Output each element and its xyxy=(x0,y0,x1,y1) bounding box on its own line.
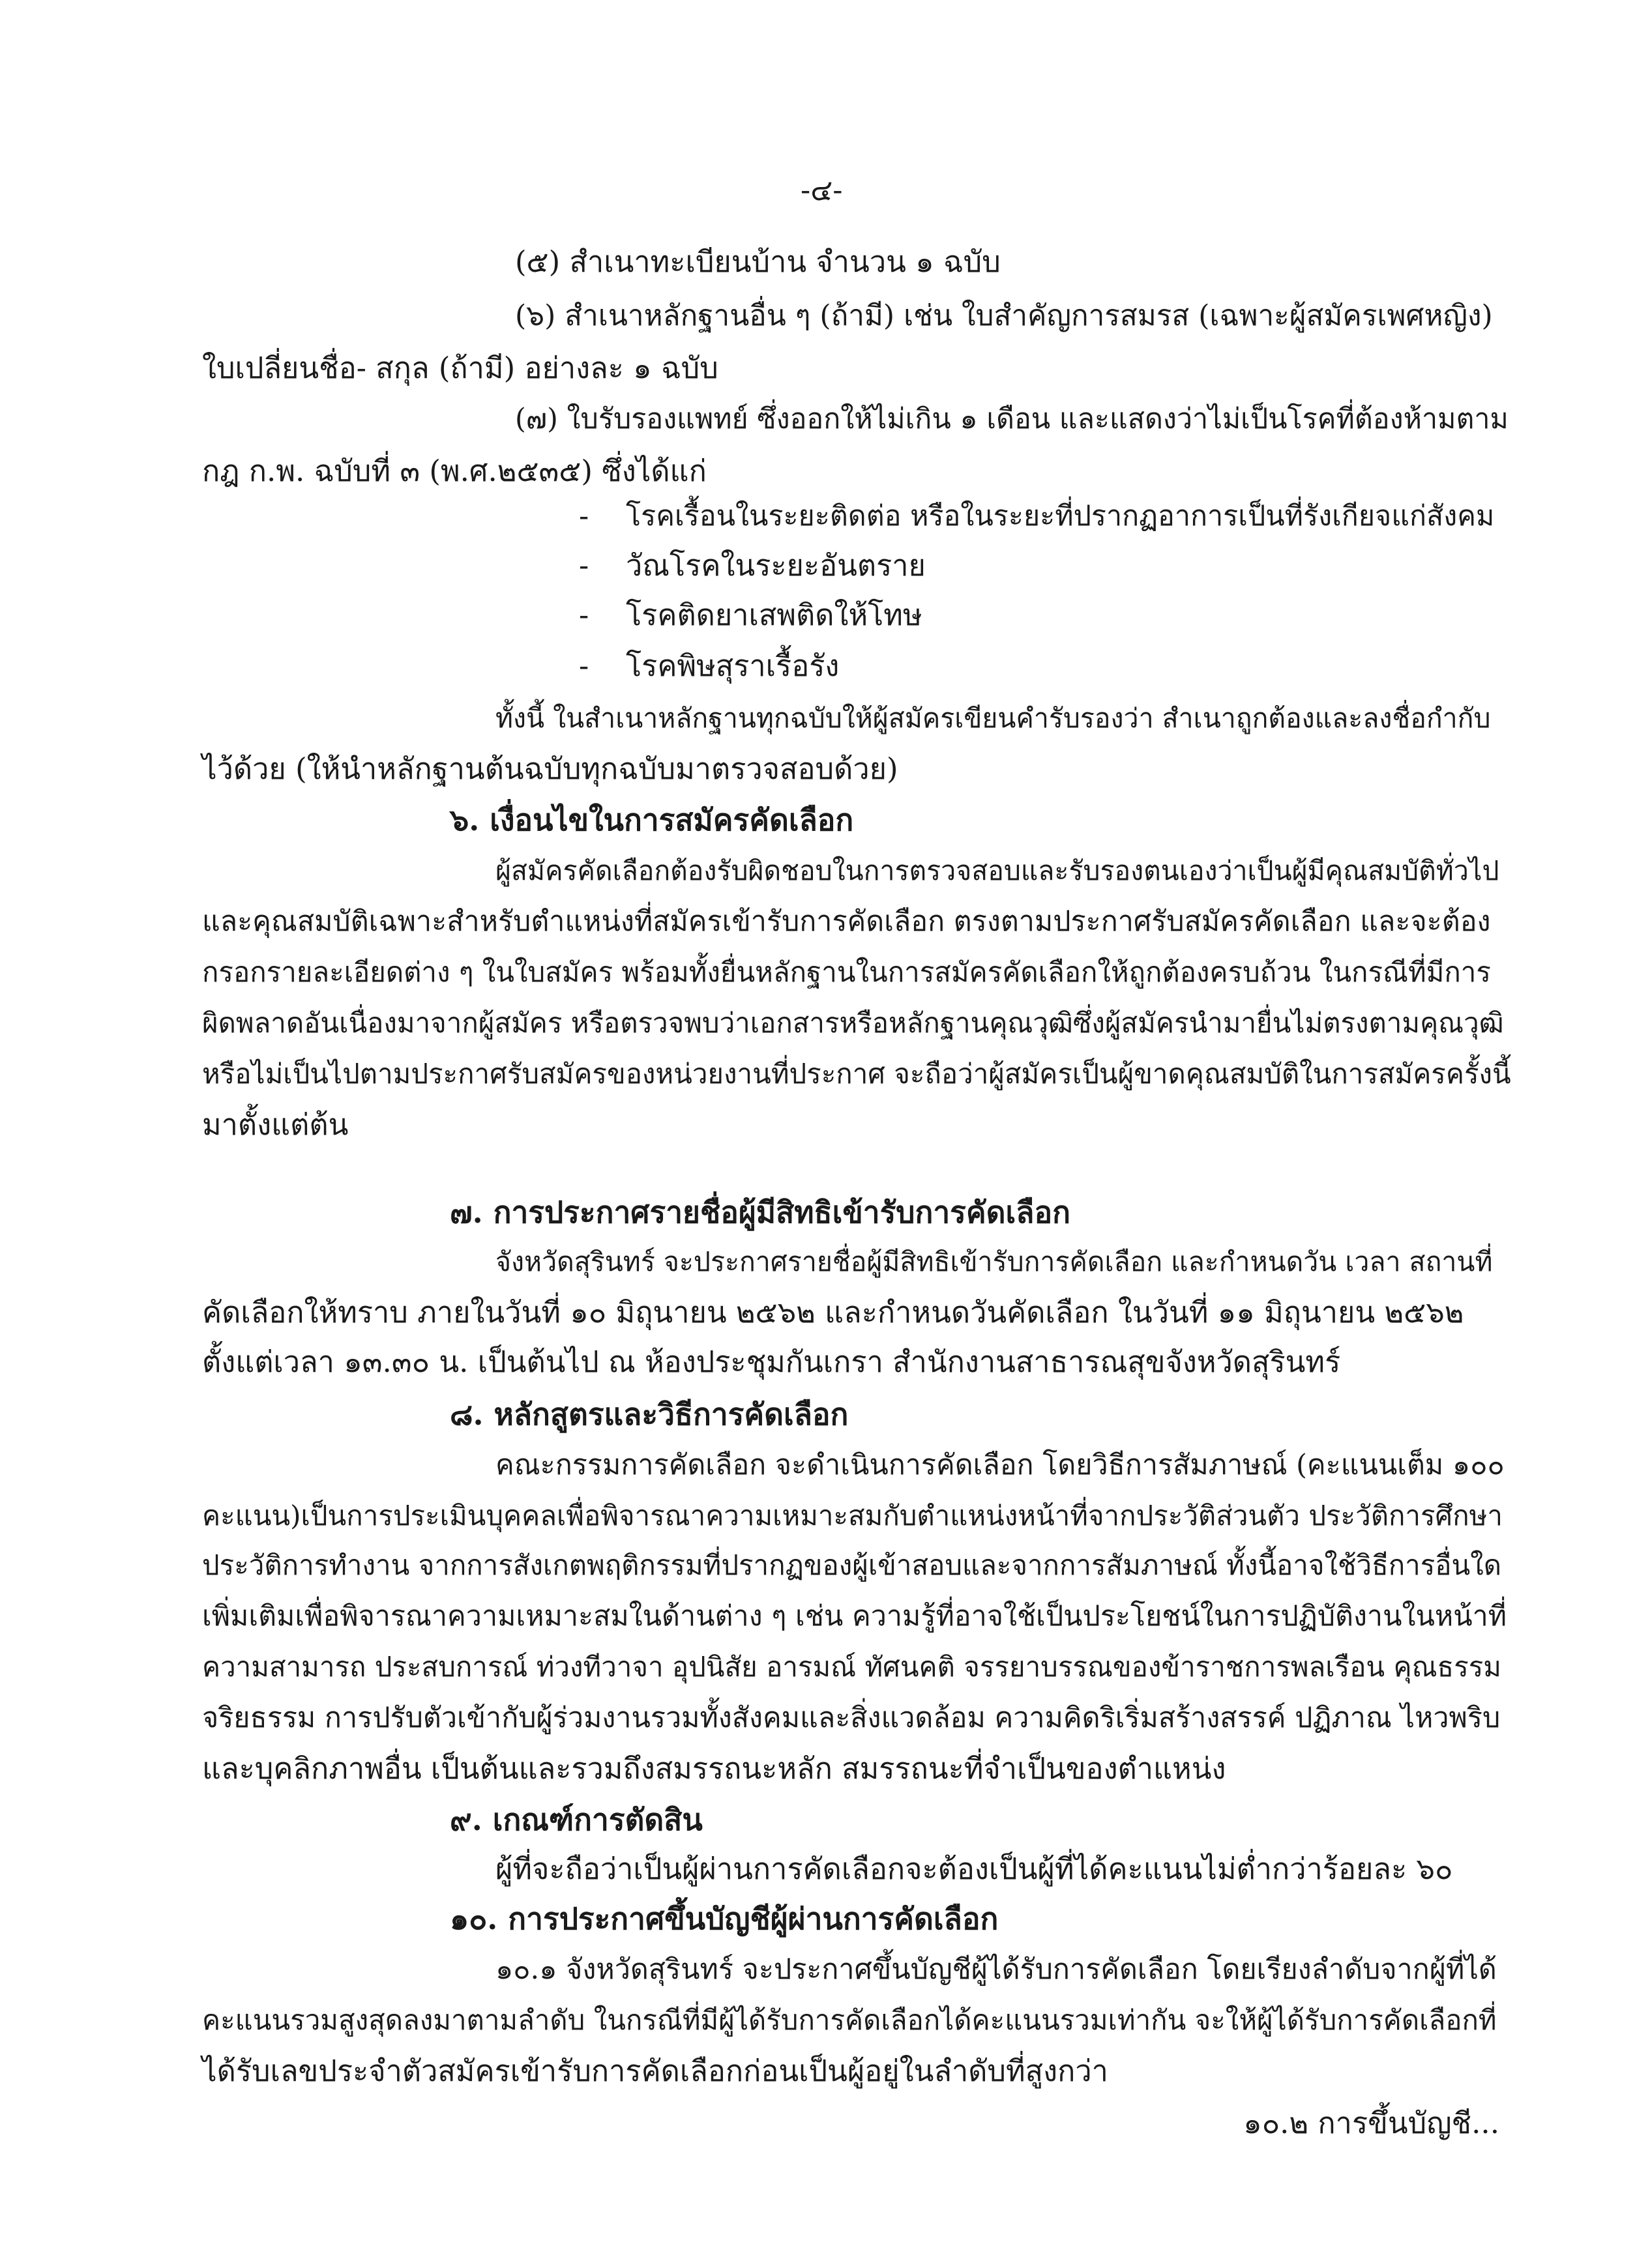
certify-note: ทั้งนี้ ในสำเนาหลักฐานทุกฉบับให้ผู้สมัครเขียนคำรับรองว่า สำเนาถูกต้องและลงชื่อกำกับ xyxy=(495,703,1491,734)
section-8-heading: ๘. หลักสูตรและวิธีการคัดเลือก xyxy=(450,1397,849,1432)
section-6-line: กรอกรายละเอียดต่าง ๆ ในใบสมัคร พร้อมทั้งยื่นหลักฐานในการสมัครคัดเลือกให้ถูกต้องครบถ้วน ในกรณีที่มีการ xyxy=(202,956,1491,988)
disease-item: โรคพิษสุราเรื้อรัง xyxy=(626,648,840,683)
section-7-heading: ๗. การประกาศรายชื่อผู้มีสิทธิเข้ารับการคัดเลือก xyxy=(450,1195,1070,1230)
doc-item-7-cont: กฎ ก.พ. ฉบับที่ ๓ (พ.ศ.๒๕๓๕) ซึ่งได้แก่ xyxy=(202,454,707,488)
bullet-dash: - xyxy=(579,548,589,583)
section-6-line: และคุณสมบัติเฉพาะสำหรับตำแหน่งที่สมัครเข้ารับการคัดเลือก ตรงตามประกาศรับสมัครคัดเลือก และจะต้อง xyxy=(202,905,1491,938)
doc-item-7: (๗) ใบรับรองแพทย์ ซึ่งออกให้ไม่เกิน ๑ เดือน และแสดงว่าไม่เป็นโรคที่ต้องห้ามตาม xyxy=(515,403,1509,435)
section-8-line: ประวัติการทำงาน จากการสังเกตพฤติกรรมที่ปรากฏของผู้เข้าสอบและจากการสัมภาษณ์ ทั้งนี้อาจใช้วิธีการอื่นใด xyxy=(202,1549,1501,1581)
section-6-line: หรือไม่เป็นไปตามประกาศรับสมัครของหน่วยงานที่ประกาศ จะถือว่าผู้สมัครเป็นผู้ขาดคุณสมบัติในการสมัครครั้งนี้ xyxy=(202,1058,1511,1090)
disease-item: โรคเรื้อนในระยะติดต่อ หรือในระยะที่ปรากฏอาการเป็นที่รังเกียจแก่สังคม xyxy=(626,500,1495,532)
section-8-line: เพิ่มเติมเพื่อพิจารณาความเหมาะสมในด้านต่าง ๆ เช่น ความรู้ที่อาจใช้เป็นประโยชน์ในการปฏิบัติงานในหน้าที่ xyxy=(202,1600,1507,1633)
section-10-line: คะแนนรวมสูงสุดลงมาตามลำดับ ในกรณีที่มีผู้ได้รับการคัดเลือกได้คะแนนรวมเท่ากัน จะให้ผู้ได้รับการคัดเลือกที่ xyxy=(202,2004,1497,2036)
section-6-line: มาตั้งแต่ต้น xyxy=(202,1107,349,1142)
section-7-line: ตั้งแต่เวลา ๑๓.๓๐ น. เป็นต้นไป ณ ห้องประชุมกันเกรา สำนักงานสาธารณสุขจังหวัดสุรินทร์ xyxy=(202,1345,1341,1379)
section-10-line: ๑๐.๑ จังหวัดสุรินทร์ จะประกาศขึ้นบัญชีผู้ได้รับการคัดเลือก โดยเรียงลำดับจากผู้ที่ได้ xyxy=(495,1953,1497,1986)
section-7-line: คัดเลือกให้ทราบ ภายในวันที่ ๑๐ มิถุนายน ๒๕๖๒ และกำหนดวันคัดเลือก ในวันที่ ๑๑ มิถุนายน ๒๕๖๒ xyxy=(202,1295,1464,1330)
bullet-dash: - xyxy=(579,499,589,533)
section-6-heading: ๖. เงื่อนไขในการสมัครคัดเลือก xyxy=(450,802,854,837)
certify-note-cont: ไว้ด้วย (ให้นำหลักฐานต้นฉบับทุกฉบับมาตรวจสอบด้วย) xyxy=(202,751,898,786)
section-8-line: คณะกรรมการคัดเลือก จะดำเนินการคัดเลือก โดยวิธีการสัมภาษณ์ (คะแนนเต็ม ๑๐๐ xyxy=(495,1449,1505,1481)
section-6-line: ผิดพลาดอันเนื่องมาจากผู้สมัคร หรือตรวจพบว่าเอกสารหรือหลักฐานคุณวุฒิซึ่งผู้สมัครนำมายื่นไม่ตรงตามคุณวุฒิ xyxy=(202,1007,1504,1039)
section-8-line: จริยธรรม การปรับตัวเข้ากับผู้ร่วมงานรวมทั้งสังคมและสิ่งแวดล้อม ความคิดริเริ่มสร้างสรรค์ ปฏิภาณ ไหวพริบ xyxy=(202,1702,1501,1734)
doc-item-6-cont: ใบเปลี่ยนชื่อ- สกุล (ถ้ามี) อย่างละ ๑ ฉบับ xyxy=(202,351,718,385)
page-number: -๔- xyxy=(801,173,843,207)
section-9-heading: ๙. เกณฑ์การตัดสิน xyxy=(450,1802,703,1837)
disease-item: โรคติดยาเสพติดให้โทษ xyxy=(626,598,922,632)
section-8-line: และบุคลิกภาพอื่น เป็นต้นและรวมถึงสมรรถนะหลัก สมรรถนะที่จำเป็นของตำแหน่ง xyxy=(202,1751,1226,1786)
doc-item-5: (๕) สำเนาทะเบียนบ้าน จำนวน ๑ ฉบับ xyxy=(515,244,1001,279)
bullet-dash: - xyxy=(579,598,589,632)
bullet-dash: - xyxy=(579,648,589,683)
continuation-marker: ๑๐.๒ การขึ้นบัญชี... xyxy=(1243,2106,1499,2140)
disease-item: วัณโรคในระยะอันตราย xyxy=(626,548,926,583)
section-10-heading: ๑๐. การประกาศขึ้นบัญชีผู้ผ่านการคัดเลือก xyxy=(450,1901,999,1936)
section-7-line: จังหวัดสุรินทร์ จะประกาศรายชื่อผู้มีสิทธิเข้ารับการคัดเลือก และกำหนดวัน เวลา สถานที่ xyxy=(495,1246,1493,1277)
doc-item-6: (๖) สำเนาหลักฐานอื่น ๆ (ถ้ามี) เช่น ใบสำคัญการสมรส (เฉพาะผู้สมัครเพศหญิง) xyxy=(515,299,1493,332)
section-6-line: ผู้สมัครคัดเลือกต้องรับผิดชอบในการตรวจสอบและรับรองตนเองว่าเป็นผู้มีคุณสมบัติทั่วไป xyxy=(495,855,1499,886)
section-9-line: ผู้ที่จะถือว่าเป็นผู้ผ่านการคัดเลือกจะต้องเป็นผู้ที่ได้คะแนนไม่ต่ำกว่าร้อยละ ๖๐ xyxy=(495,1852,1453,1886)
section-8-line: ความสามารถ ประสบการณ์ ท่วงทีวาจา อุปนิสัย อารมณ์ ทัศนคติ จรรยาบรรณของข้าราชการพลเรือน คุณธรรม xyxy=(202,1651,1501,1683)
section-10-line: ได้รับเลขประจำตัวสมัครเข้ารับการคัดเลือกก่อนเป็นผู้อยู่ในลำดับที่สูงกว่า xyxy=(202,2054,1108,2088)
section-8-line: คะแนน)เป็นการประเมินบุคคลเพื่อพิจารณาความเหมาะสมกับตำแหน่งหน้าที่จากประวัติส่วนตัว ประวัติการศึกษา xyxy=(202,1500,1503,1532)
